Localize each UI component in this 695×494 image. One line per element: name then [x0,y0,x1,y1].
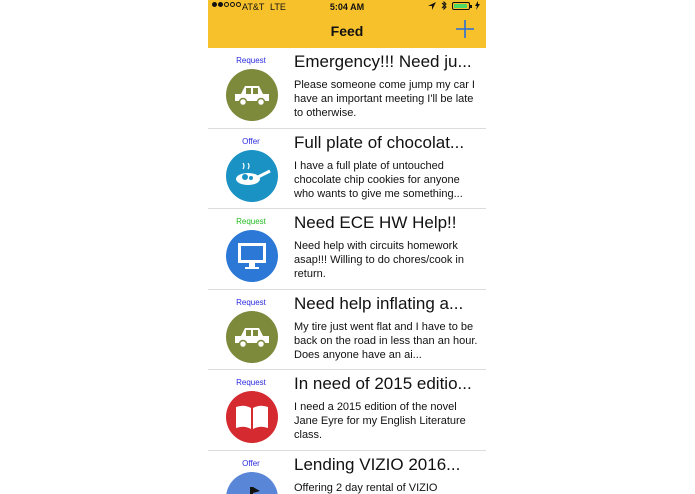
post-description: Need help with circuits homework asap!!! Willing to do chores/cook in return. [294,240,464,280]
post-title: Need help inflating a... [294,293,464,313]
book-icon [235,404,269,430]
post-title: Need ECE HW Help!! [294,213,457,232]
navigation-bar [208,14,486,48]
post-title: Full plate of chocolat... [294,132,465,152]
plus-icon[interactable] [454,18,476,40]
list-item[interactable] [208,48,486,129]
avatar [226,69,278,121]
post-title: In need of 2015 editio... [294,374,472,393]
avatar [226,150,278,202]
car-icon [233,84,271,106]
network-label: LTE [270,2,286,12]
list-item[interactable] [208,129,486,210]
post-title: Emergency!!! Need ju... [294,52,472,71]
battery-icon [452,2,470,10]
post-description: My tire just went flat and I have to be back on the road in less than an hour. Does anyone have an ai... [294,320,478,361]
carrier-label: AT&T [242,2,265,12]
list-item[interactable] [208,451,486,494]
car-icon [233,326,271,348]
list-item[interactable] [208,370,486,451]
post-title: Lending VIZIO 2016... [294,454,461,474]
clock: 5:04 AM [329,2,365,12]
page-title: Feed [330,23,364,39]
post-type-label: Request [236,217,266,226]
post-description: Please someone come jump my car I have an important meeting I'll be late to otherwise. [294,79,475,119]
avatar [226,472,278,494]
feed-list[interactable] [208,48,486,494]
bluetooth-icon [441,1,447,10]
music-icon [242,485,262,494]
post-description: I have a full plate of untouched chocolate chip cookies for anyone who wants to give me something... [294,159,463,200]
location-icon [428,2,436,10]
post-description: I need a 2015 edition of the novel Jane Eyre for my English Literature class. [294,401,466,441]
avatar [226,230,278,282]
post-type-label: Offer [242,458,260,468]
post-description: Offering 2 day rental of VIZIO [294,481,438,494]
phone-screen [208,0,486,494]
post-type-label: Request [236,297,266,307]
post-type-label: Offer [242,136,260,146]
charging-icon [475,1,480,10]
post-type-label: Request [236,378,266,387]
status-bar [208,0,486,14]
avatar [226,391,278,443]
post-type-label: Request [236,56,266,65]
list-item[interactable] [208,290,486,371]
monitor-icon [237,242,267,270]
avatar [226,311,278,363]
list-item[interactable] [208,209,486,290]
frying-pan-icon [233,163,271,189]
